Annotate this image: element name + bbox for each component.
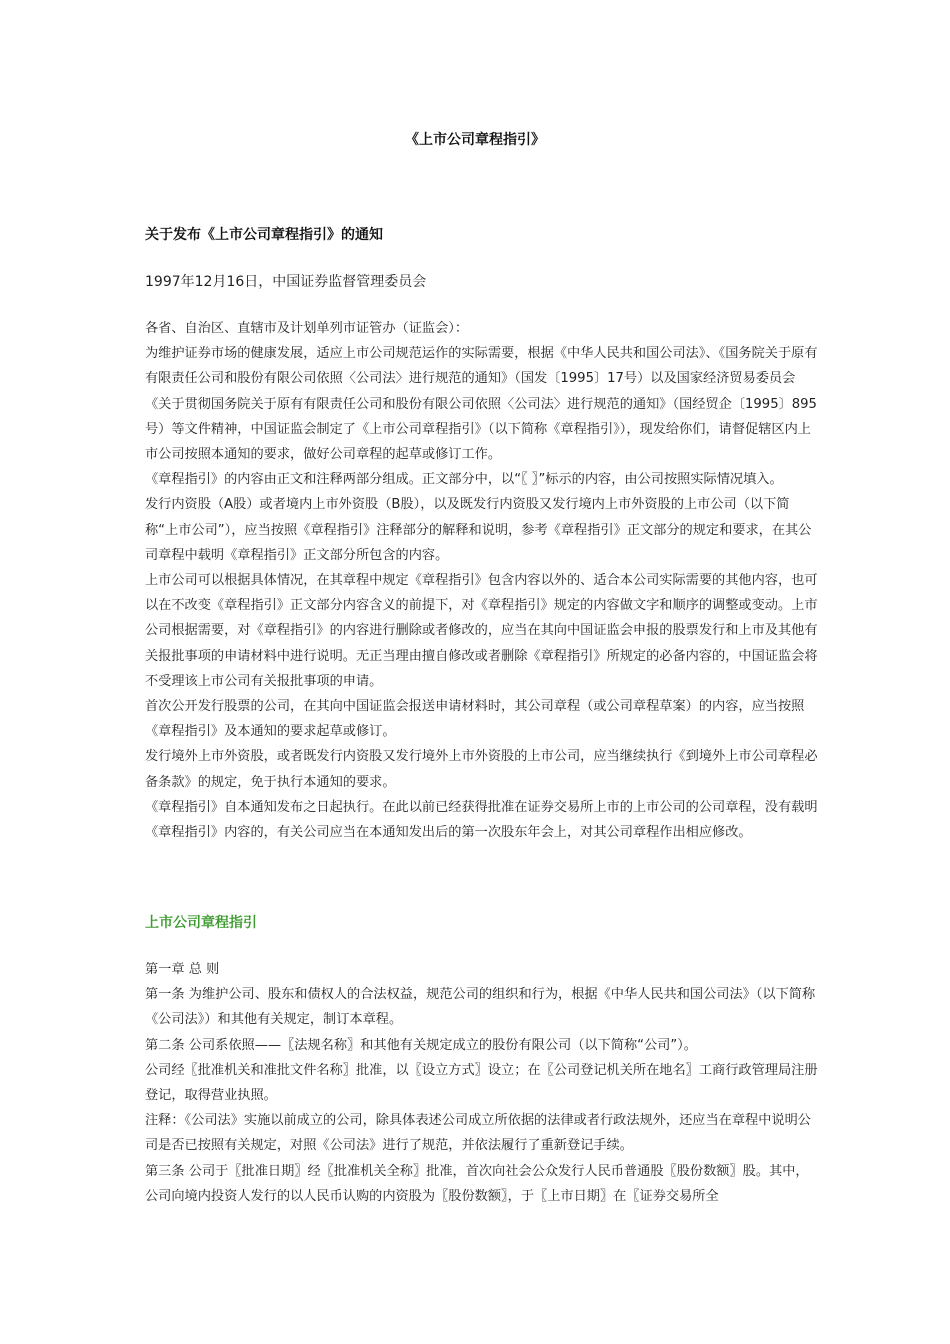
guideline-heading: 上市公司章程指引 [145,915,257,931]
notice-paragraph: 为维护证券市场的健康发展，适应上市公司规范运作的实际需要，根据《中华人民共和国公司法》、《国务院关于原有有限责任公司和股份有限公司依照〈公司法〉进行规范的通知》（国发〔1995〕17号）以及国家经济贸易委员会《关于贯彻国务院关于原有有限责任公司和股份有限公司依照〈公司法〉进行规范的通知》（国经贸企〔1995〕895号）等文件精神，中国证监会制定了《上市公司章程指引》（以下简称《章程指引》），现发给你们，请督促辖区内上市公司按照本通知的要求，做好公司章程的起草或修订工作。 [145,346,818,463]
notice-paragraph: 《章程指引》的内容由正文和注释两部分组成。正文部分中，以“〖 〗”标示的内容，由公司按照实际情况填入。 [145,472,783,488]
guideline-chapter: 第一章 总 则 [145,962,220,977]
notice-paragraph: 发行境外上市外资股，或者既发行内资股又发行境外上市外资股的上市公司，应当继续执行《到境外上市公司章程必备条款》的规定，免于执行本通知的要求。 [145,749,818,790]
document-title: 《上市公司章程指引》 [405,132,545,148]
notice-date: 1997年12月16日，中国证券监督管理委员会 [145,274,427,290]
notice-paragraph: 首次公开发行股票的公司，在其向中国证监会报送申请材料时，其公司章程（或公司章程草案）的内容，应当按照《章程指引》及本通知的要求起草或修订。 [145,699,805,740]
guideline-paragraph: 第一条 为维护公司、股东和债权人的合法权益，规范公司的组织和行为，根据《中华人民共和国公司法》（以下简称《公司法》）和其他有关规定，制订本章程。 [145,987,816,1028]
notice-heading: 关于发布《上市公司章程指引》的通知 [145,227,383,243]
notice-paragraph: 上市公司可以根据具体情况，在其章程中规定《章程指引》包含内容以外的、适合本公司实际需要的其他内容，也可以在不改变《章程指引》正文部分内容含义的前提下，对《章程指引》规定的内容做文字和顺序的调整或变动。上市公司根据需要，对《章程指引》的内容进行删除或者修改的，应当在其向中国证监会申报的股票发行和上市及其他有关报批事项的申请材料中进行说明。无正当理由擅自修改或者删除《章程指引》所规定的必备内容的，中国证监会将不受理该上市公司有关报批事项的申请。 [145,573,818,689]
notice-paragraph: 发行内资股（A股）或者境内上市外资股（B股），以及既发行内资股又发行境内上市外资股的上市公司（以下简称“上市公司”），应当按照《章程指引》注释部分的解释和说明，参考《章程指引》正文部分的规定和要求，在其公司章程中载明《章程指引》正文部分所包含的内容。 [145,497,812,563]
guideline-paragraph: 第二条 公司系依照——〖法规名称〗和其他有关规定成立的股份有限公司（以下简称“公司”）。 [145,1037,697,1053]
notice-body [145,316,821,845]
guideline-paragraph: 第三条 公司于〖批准日期〗经〖批准机关全称〗批准，首次向社会公众发行人民币普通股〖股份数额〗股。其中，公司向境内投资人发行的以人民币认购的内资股为〖股份数额〗，于〖上市日期〗在〖证券交易所全 [145,1163,809,1204]
guideline-paragraph: 注释：《公司法》实施以前成立的公司，除具体表述公司成立所依据的法律或者行政法规外，还应当在章程中说明公司是否已按照有关规定，对照《公司法》进行了规范，并依法履行了重新登记手续。 [145,1113,811,1154]
guideline-body [145,957,821,1209]
guideline-paragraph: 公司经〖批准机关和准批文件名称〗批准，以〖设立方式〗设立；在〖公司登记机关所在地名〗工商行政管理局注册登记，取得营业执照。 [145,1062,818,1104]
notice-paragraph: 各省、自治区、直辖市及计划单列市证管办（证监会）： [145,321,469,336]
notice-paragraph: 《章程指引》自本通知发布之日起执行。在此以前已经获得批准在证券交易所上市的上市公司的公司章程，没有载明《章程指引》内容的，有关公司应当在本通知发出后的第一次股东年会上，对其公司章程作出相应修改。 [145,799,818,841]
